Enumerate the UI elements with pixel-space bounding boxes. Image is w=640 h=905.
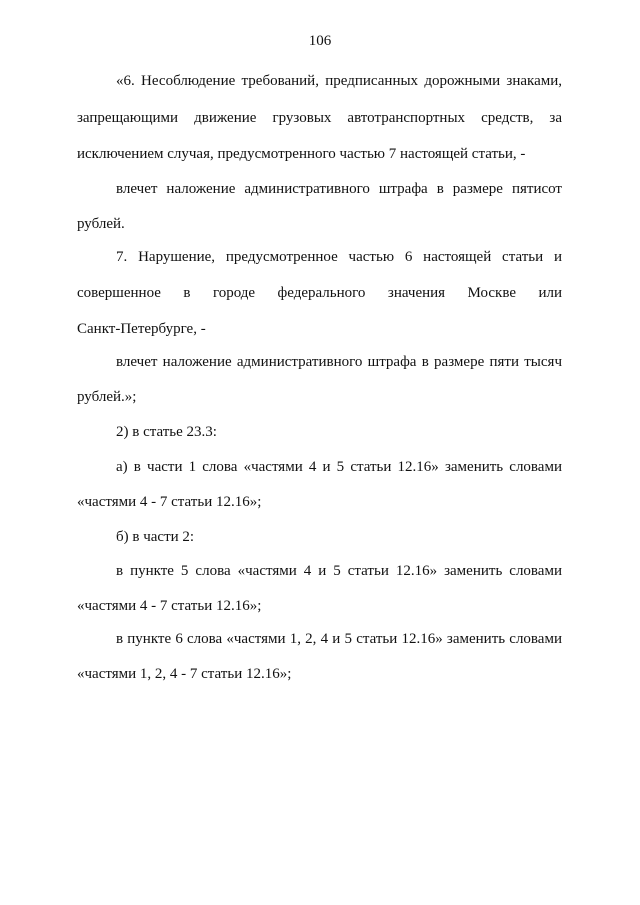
text-line: влечет наложение административного штрафа в размере пятисот <box>116 181 562 197</box>
text-line: «частями 4 - 7 статьи 12.16»; <box>77 598 262 614</box>
text-line: Санкт-Петербурге, - <box>77 321 206 337</box>
text-line: рублей. <box>77 216 125 232</box>
text-line: «6. Несоблюдение требований, предписанных дорожными знаками, <box>116 73 562 89</box>
text-line: 2) в статье 23.3: <box>116 424 217 440</box>
text-line: в пункте 6 слова «частями 1, 2, 4 и 5 статьи 12.16» заменить словами <box>116 631 562 647</box>
text-line: влечет наложение административного штрафа в размере пяти тысяч <box>116 354 562 370</box>
text-line: 7. Нарушение, предусмотренное частью 6 настоящей статьи и <box>116 249 562 265</box>
text-line: совершенное в городе федерального значения Москве или <box>77 285 562 301</box>
text-line: запрещающими движение грузовых автотранспортных средств, за <box>77 110 562 126</box>
text-line: а) в части 1 слова «частями 4 и 5 статьи 12.16» заменить словами <box>116 459 562 475</box>
text-line: рублей.»; <box>77 389 137 405</box>
text-line: исключением случая, предусмотренного частью 7 настоящей статьи, - <box>77 146 526 162</box>
page-number: 106 <box>308 33 332 49</box>
text-line: в пункте 5 слова «частями 4 и 5 статьи 12.16» заменить словами <box>116 563 562 579</box>
text-line: «частями 1, 2, 4 - 7 статьи 12.16»; <box>77 666 292 682</box>
text-line: «частями 4 - 7 статьи 12.16»; <box>77 494 262 510</box>
text-line: б) в части 2: <box>116 529 195 545</box>
